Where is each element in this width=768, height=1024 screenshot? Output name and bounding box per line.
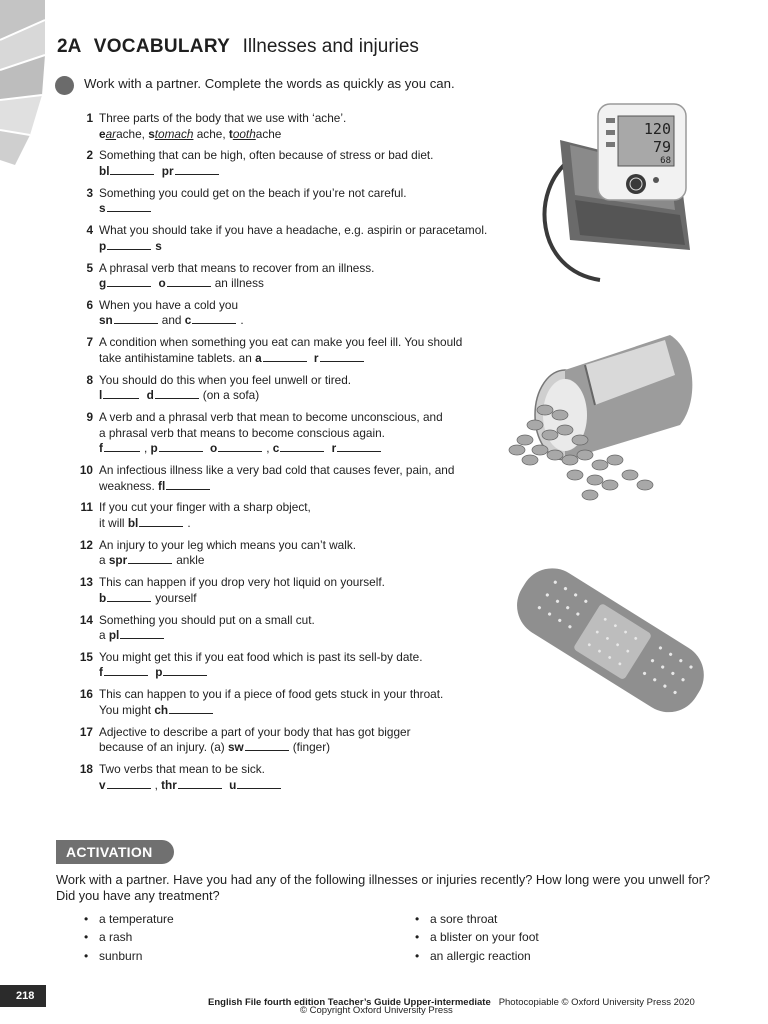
answer-blank[interactable] (280, 441, 324, 452)
answer-text: a (99, 553, 106, 568)
answer-letters: bl (99, 163, 110, 178)
question-4 (74, 223, 536, 254)
question-text: You might get this if you eat food which is past its sell-by date. (99, 649, 423, 664)
answer-blank[interactable] (337, 441, 381, 452)
answer-letters: d (146, 388, 154, 403)
page-header (57, 36, 419, 58)
question-number: 14 (79, 612, 93, 627)
question-text: An infectious illness like a very bad cold that causes fever, pain, and (99, 463, 455, 478)
section-title: VOCABULARY (93, 36, 231, 57)
answer-blank[interactable] (107, 778, 151, 789)
answer-text: an illness (214, 276, 264, 291)
question-text: Something you could get on the beach if you’re not careful. (99, 185, 407, 200)
answer-blank[interactable] (107, 239, 151, 250)
answer-text: (on a sofa) (202, 388, 260, 403)
question-3 (74, 186, 536, 217)
question-number: 5 (86, 260, 93, 275)
question-text: Something that can be high, often because of stress or bad diet. (99, 148, 434, 163)
answer-letters: r (331, 441, 337, 456)
answer-letters: c (272, 441, 280, 456)
question-number: 17 (79, 724, 93, 739)
pill-bottle-image (505, 315, 705, 505)
answer-line (99, 553, 536, 569)
question-number: 4 (86, 223, 93, 238)
answer-blank[interactable] (107, 201, 151, 212)
question-text-continued: because of an injury. (a) (99, 740, 225, 755)
monitor-pulse: 68 (660, 156, 671, 166)
answer-underlined: ar (105, 126, 117, 141)
answer-blank[interactable] (218, 441, 262, 452)
question-10 (74, 463, 536, 494)
answer-blank[interactable] (103, 388, 139, 399)
page-number: 218 (0, 985, 46, 1007)
question-18 (74, 762, 536, 793)
answer-blank[interactable] (178, 778, 222, 789)
answer-blank[interactable] (159, 441, 203, 452)
answer-letters: p (99, 238, 107, 253)
lesson-subtitle: Illnesses and injuries (242, 36, 419, 57)
answer-letters: r (313, 350, 319, 365)
answer-line (99, 740, 536, 756)
answer-line (99, 201, 536, 217)
question-text: You should do this when you feel unwell or tired. (99, 372, 352, 387)
answer-text: ache, (116, 126, 145, 141)
question-text: Two verbs that mean to be sick. (99, 762, 265, 777)
answer-letters: sw (227, 740, 244, 755)
footer-copyright: © Copyright Oxford University Press (300, 1005, 453, 1016)
answer-letters: thr (161, 777, 177, 792)
answer-letters: s (155, 238, 162, 253)
decorative-fan-graphic (0, 0, 60, 170)
question-16 (74, 687, 536, 718)
question-text-continued: You might (99, 702, 152, 717)
answer-letters: pl (108, 628, 120, 643)
answer-letters: e (99, 126, 106, 141)
question-text: This can happen if you drop very hot liquid on yourself. (99, 575, 385, 590)
answer-text: and (161, 313, 182, 328)
question-text: A verb and a phrasal verb that mean to become unconscious, and (99, 410, 443, 425)
question-14 (74, 613, 536, 644)
answer-letters: f (99, 665, 103, 680)
list-item: • a sore throat (415, 910, 539, 928)
question-number: 9 (86, 410, 93, 425)
question-number: 11 (80, 500, 93, 515)
question-text: A phrasal verb that means to recover from an illness. (99, 260, 375, 275)
list-item: • an allergic reaction (415, 947, 539, 965)
answer-blank[interactable] (128, 553, 172, 564)
answer-line (99, 665, 536, 681)
activation-label: ACTIVATION (56, 840, 174, 864)
question-13 (74, 575, 536, 606)
plaster-image (513, 545, 708, 735)
activation-list-left (84, 910, 174, 965)
answer-line: sn and c . (99, 313, 244, 328)
answer-line (99, 479, 536, 495)
question-text-continued: weakness. (99, 478, 155, 493)
answer-letters: s (99, 201, 106, 216)
answer-letters: g (99, 276, 107, 291)
question-number: 13 (79, 575, 93, 590)
answer-line (99, 388, 536, 404)
monitor-systolic: 120 (643, 120, 671, 138)
answer-line (99, 276, 536, 292)
answer-letters: o (210, 441, 218, 456)
answer-line: f , p o , c r (99, 441, 536, 457)
answer-line (99, 127, 536, 143)
answer-letters: p (150, 441, 158, 456)
answer-blank[interactable] (163, 665, 207, 676)
list-item: • a temperature (84, 910, 174, 928)
answer-blank[interactable] (175, 164, 219, 175)
question-list (74, 111, 536, 800)
question-number: 8 (86, 372, 93, 387)
answer-underlined: ooth (232, 126, 256, 141)
answer-text: yourself (155, 590, 197, 605)
blood-pressure-monitor-image (540, 100, 715, 290)
answer-letters: ch (154, 702, 169, 717)
instruction-text: Work with a partner. Complete the words as quickly as you can. (84, 76, 455, 91)
question-number: 2 (86, 148, 93, 163)
answer-line: it will bl . (99, 515, 191, 530)
answer-blank[interactable] (114, 313, 158, 324)
answer-letters: u (229, 777, 237, 792)
question-15 (74, 650, 536, 681)
answer-letters: s (148, 126, 155, 141)
unit-code: 2A (57, 36, 82, 57)
answer-line (99, 703, 536, 719)
question-text: A condition when something you eat can make you feel ill. You should (99, 335, 463, 350)
answer-blank[interactable] (107, 276, 151, 287)
question-7 (74, 335, 536, 366)
question-text: An injury to your leg which means you can’t walk. (99, 537, 357, 552)
answer-blank[interactable] (245, 740, 289, 751)
answer-letters: t (228, 126, 233, 141)
monitor-diastolic: 79 (652, 138, 671, 156)
question-number: 12 (79, 537, 93, 552)
answer-letters: p (155, 665, 163, 680)
list-item: • a blister on your foot (415, 928, 539, 946)
question-number: 3 (86, 185, 93, 200)
question-text: What you should take if you have a headache, e.g. aspirin or paracetamol. (99, 223, 488, 238)
answer-letters: v (99, 777, 106, 792)
activation-instruction: Work with a partner. Have you had any of the following illnesses or injuries recently? How long were you unwell for? Did you have any treatment? (56, 872, 711, 903)
answer-underlined: tomach (154, 126, 194, 141)
question-12 (74, 538, 536, 569)
question-9 (74, 410, 536, 457)
answer-letters: a (255, 350, 262, 365)
answer-letters: bl (127, 515, 139, 530)
answer-blank[interactable] (169, 703, 213, 714)
question-number: 7 (86, 335, 93, 350)
answer-blank[interactable] (167, 276, 211, 287)
answer-letters: sn (99, 313, 113, 328)
question-5 (74, 261, 536, 292)
answer-text: (finger) (292, 740, 331, 755)
answer-line (99, 591, 536, 607)
question-2 (74, 148, 536, 179)
answer-blank[interactable] (155, 388, 199, 399)
question-6 (74, 298, 536, 329)
question-number: 15 (79, 649, 93, 664)
answer-blank[interactable] (107, 591, 151, 602)
question-number: 6 (86, 297, 93, 312)
answer-blank[interactable] (192, 313, 236, 324)
footer-photocopiable: Photocopiable © Oxford University Press 2020 (498, 997, 695, 1008)
list-item: • sunburn (84, 947, 174, 965)
question-1 (74, 111, 536, 142)
question-text-continued: it will (99, 515, 125, 530)
footer-book-title: English File fourth edition Teacher’s Guide Upper-intermediate (208, 997, 491, 1008)
answer-blank[interactable] (320, 351, 364, 362)
answer-blank[interactable] (237, 778, 281, 789)
question-number: 1 (86, 111, 93, 125)
question-17 (74, 725, 536, 756)
answer-line (99, 164, 536, 180)
answer-letters: f (99, 441, 103, 456)
question-text: When you have a cold you (99, 297, 239, 312)
question-11 (74, 500, 536, 531)
answer-letters: l (99, 388, 103, 403)
answer-blank[interactable] (120, 628, 164, 639)
answer-text: ankle (176, 553, 205, 568)
answer-letters: pr (161, 163, 174, 178)
answer-blank[interactable] (139, 516, 183, 527)
answer-blank[interactable] (110, 164, 154, 175)
question-text-continued: take antihistamine tablets. an (99, 350, 252, 365)
question-number: 10 (79, 463, 93, 478)
answer-letters: c (184, 313, 192, 328)
answer-letters: fl (158, 478, 166, 493)
answer-text: a (99, 628, 106, 643)
question-text: Something you should put on a small cut. (99, 612, 315, 627)
activation-list-right (415, 910, 539, 965)
answer-blank[interactable] (104, 665, 148, 676)
question-number: 16 (79, 687, 93, 702)
answer-letters: b (99, 590, 107, 605)
question-text: If you cut your finger with a sharp object, (99, 500, 311, 515)
answer-blank[interactable] (104, 441, 140, 452)
list-item: • a rash (84, 928, 174, 946)
answer-blank[interactable] (263, 351, 307, 362)
answer-line (99, 239, 536, 255)
question-8 (74, 373, 536, 404)
answer-line: v , thr u (99, 778, 536, 794)
answer-letters: o (158, 276, 166, 291)
question-text: Adjective to describe a part of your body that has got bigger (99, 724, 411, 739)
answer-text: ache (255, 126, 282, 141)
answer-text: ache, (196, 126, 226, 141)
answer-line (99, 351, 536, 367)
question-text-continued: a phrasal verb that means to become conscious again. (99, 425, 385, 440)
answer-letters: spr (108, 553, 128, 568)
answer-blank[interactable] (166, 479, 210, 490)
question-number: 18 (79, 762, 93, 777)
instruction-dot-icon (55, 76, 74, 95)
answer-line (99, 628, 536, 644)
question-text: This can happen to you if a piece of food gets stuck in your throat. (99, 687, 444, 702)
question-text: Three parts of the body that we use with ‘ache’. (99, 111, 347, 125)
